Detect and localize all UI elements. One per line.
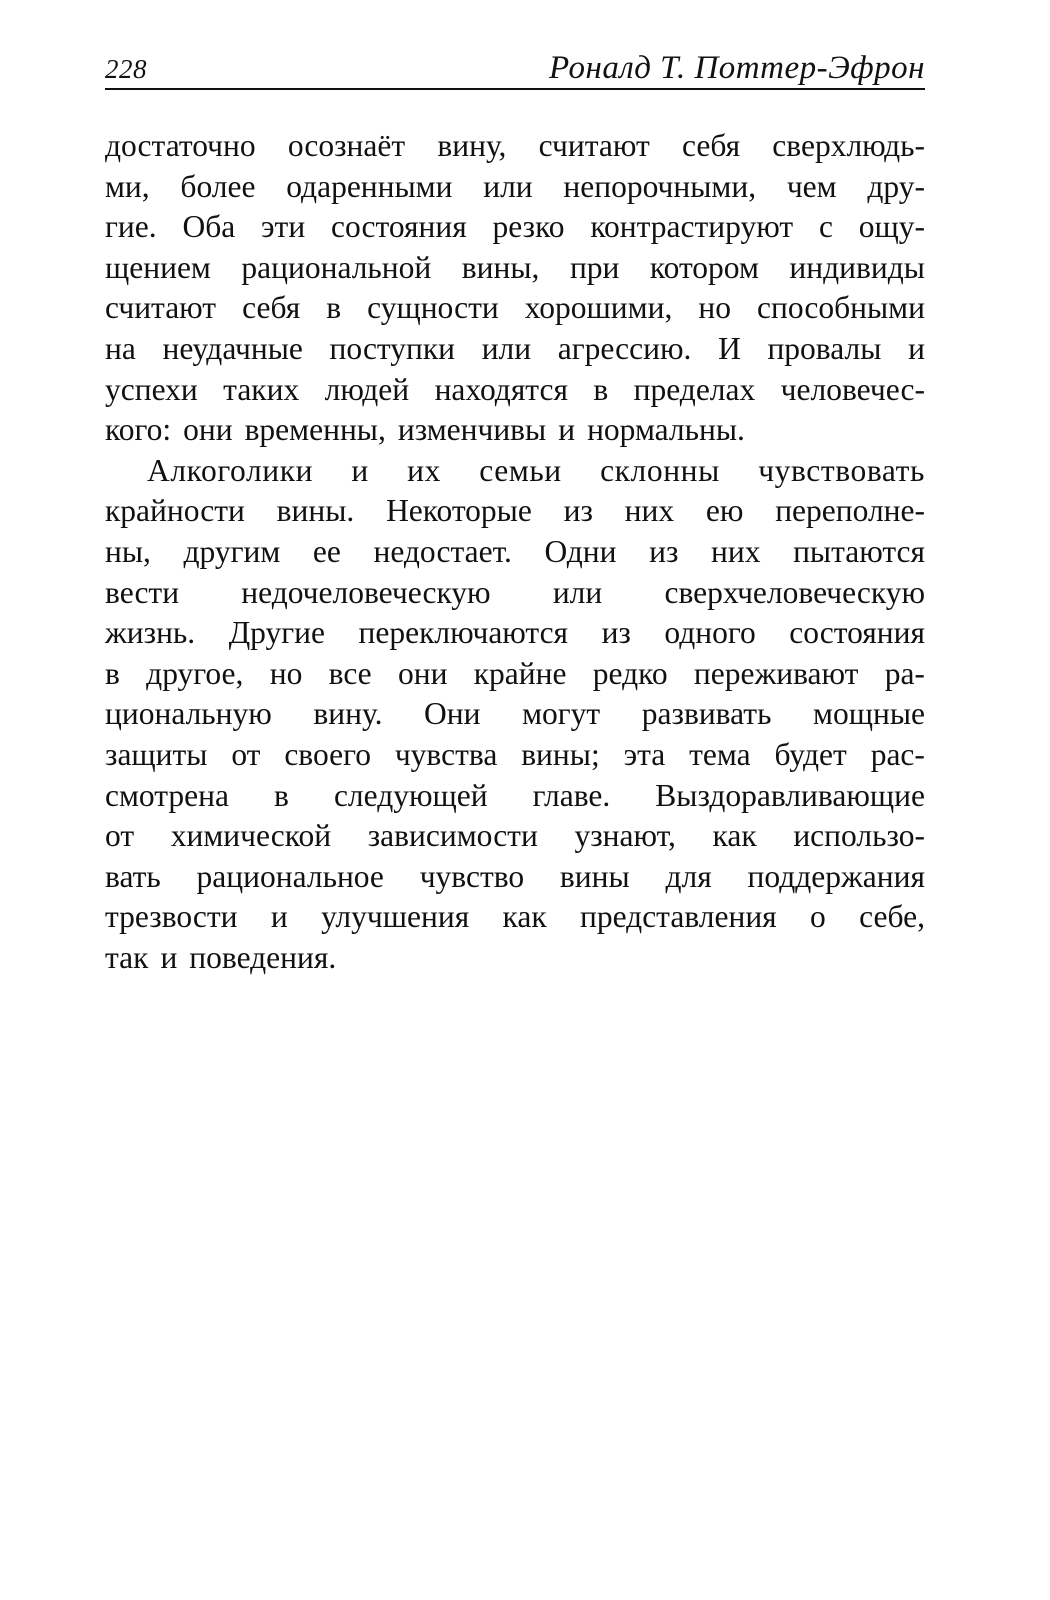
word: изменчивы [397,412,547,448]
word: смотрена [105,777,229,813]
word: и [270,899,288,935]
word: из [649,533,679,569]
word: недостает. [373,533,512,569]
word: способными [757,290,925,326]
word: жизнь. [105,615,196,651]
word: от [231,736,261,772]
word: из [563,493,593,529]
word: рас- [870,736,925,772]
paragraph-1 [105,126,925,451]
word: но [698,290,731,326]
text-line [105,329,925,370]
text-line [105,897,925,938]
word: вать [105,858,161,894]
word: Выздоравливающие [655,777,925,813]
word: Другие [228,615,326,651]
text-line [105,491,925,532]
word: вины; [521,736,600,772]
word: себя [681,128,741,163]
word: неудачные [162,330,303,366]
word: одаренными [286,168,453,204]
word: пределах [633,371,756,407]
text-line [105,857,925,898]
word: индивиды [789,249,925,285]
text-line [105,816,925,857]
word: их [407,452,441,488]
word: чувства [394,736,498,772]
word: в [326,290,342,326]
text-line [105,207,925,248]
word: Некоторые [386,493,532,529]
word: использо- [793,818,925,854]
word: для [665,858,712,894]
text-line [105,654,925,695]
word: рациональное [196,858,384,894]
word: и [160,939,178,975]
word: или [552,574,603,610]
body-text [105,126,925,978]
word: дру- [867,168,925,204]
word: в [274,777,289,813]
running-title: Роналд Т. Поттер-Эфрон [549,50,925,86]
word: успехи [105,371,198,407]
text-line [105,167,925,208]
word: от [105,818,135,854]
word: них [624,493,675,529]
word: все [328,655,372,691]
word: при [569,249,620,285]
word: хорошими, [524,290,673,326]
word: Одни [544,533,617,569]
word: развивать [641,696,772,732]
word: поддержания [747,858,925,894]
word: недочеловеческую [241,574,491,610]
word: ра- [884,655,925,691]
word: нормальны. [587,412,745,448]
word: могут [522,696,601,732]
word: людей [324,371,410,407]
word: с [818,209,833,245]
word: пытаются [793,533,925,569]
word: своего [284,736,371,772]
word: котором [649,249,759,285]
word: И [718,330,741,366]
word: в [593,371,609,407]
word: одного [664,615,756,651]
word: непорочными, [563,168,757,204]
word: семьи [479,452,562,488]
running-head [105,50,925,90]
word: тема [689,736,751,772]
word: переключаются [358,615,569,651]
word: узнают, [574,818,676,854]
word: сверхлюдь- [772,128,925,163]
word: человечес- [780,371,925,407]
word: на [105,330,136,366]
word: или [481,330,532,366]
word: считают [538,128,650,163]
word: контрастируют [590,209,794,245]
paragraph-2 [105,451,925,979]
word: переполне- [775,493,925,529]
text-line [105,613,925,654]
word: более [180,168,256,204]
word: переживают [693,655,859,691]
word: состояния [789,615,925,651]
word: временны, [244,412,386,448]
word: защиты [105,736,208,772]
word: вину, [437,128,507,163]
text-line [105,126,925,167]
word: крайне [473,655,567,691]
word: чувство [419,858,525,894]
word: циональную [105,696,272,732]
word: другим [183,533,281,569]
word: ощу- [858,209,925,245]
word: рациональной [241,249,432,285]
text-line [105,735,925,776]
text-line [105,248,925,289]
word: но [269,655,303,691]
text-line [105,288,925,329]
word: эта [623,736,666,772]
word: состояния [331,209,467,245]
word: вину. [313,696,383,732]
word: ее [312,533,341,569]
word: зависимости [367,818,538,854]
word: чем [786,168,837,204]
text-line [105,370,925,411]
word: из [601,615,631,651]
word: ны, [105,533,151,569]
word: они [397,655,448,691]
word: сущности [367,290,499,326]
word: следующей [333,777,488,813]
word: вины, [461,249,540,285]
word: эти [261,209,306,245]
word: гие. [105,209,157,245]
word: Они [424,696,481,732]
word: таких [223,371,300,407]
word: кого: [105,412,172,448]
word: чувствовать [758,452,925,488]
word: себя [242,290,301,326]
word: резко [492,209,565,245]
word: мощные [813,696,925,732]
text-line [105,410,925,451]
word: склонны [600,452,720,488]
word: и [558,412,576,448]
word: вины. [276,493,355,529]
word: считают [105,290,217,326]
word: ми, [105,168,150,204]
word: и [351,452,369,488]
word: улучшения [321,899,470,935]
word: как [712,818,757,854]
word: находятся [434,371,568,407]
page-number: 228 [105,54,147,84]
word: представления [580,899,777,935]
word: крайности [105,493,245,529]
word: провалы [767,330,882,366]
text-line [105,573,925,614]
word: и [908,330,925,366]
word: вести [105,574,180,610]
text-line [105,938,925,979]
word: себе, [859,899,925,935]
word: осознаёт [287,128,406,163]
word: Оба [182,209,236,245]
word: них [711,533,761,569]
word: в [105,655,120,691]
word: поступки [329,330,456,366]
book-page [105,50,925,978]
word: как [502,899,547,935]
text-line [105,694,925,735]
word: другое, [146,655,244,691]
text-line [105,451,925,492]
word: агрессию. [557,330,692,366]
word: Алкоголики [147,452,314,488]
word: поведения. [189,939,337,975]
word: ею [705,493,744,529]
text-line [105,532,925,573]
word: редко [592,655,668,691]
word: достаточно [105,128,256,163]
word: будет [774,736,847,772]
word: они [183,412,233,448]
word: главе. [532,777,611,813]
word: или [483,168,533,204]
text-line [105,776,925,817]
word: сверхчеловеческую [664,574,925,610]
word: так [105,939,149,975]
word: о [810,899,826,935]
word: трезвости [105,899,238,935]
word: щением [105,249,211,285]
word: химической [170,818,332,854]
word: вины [559,858,630,894]
